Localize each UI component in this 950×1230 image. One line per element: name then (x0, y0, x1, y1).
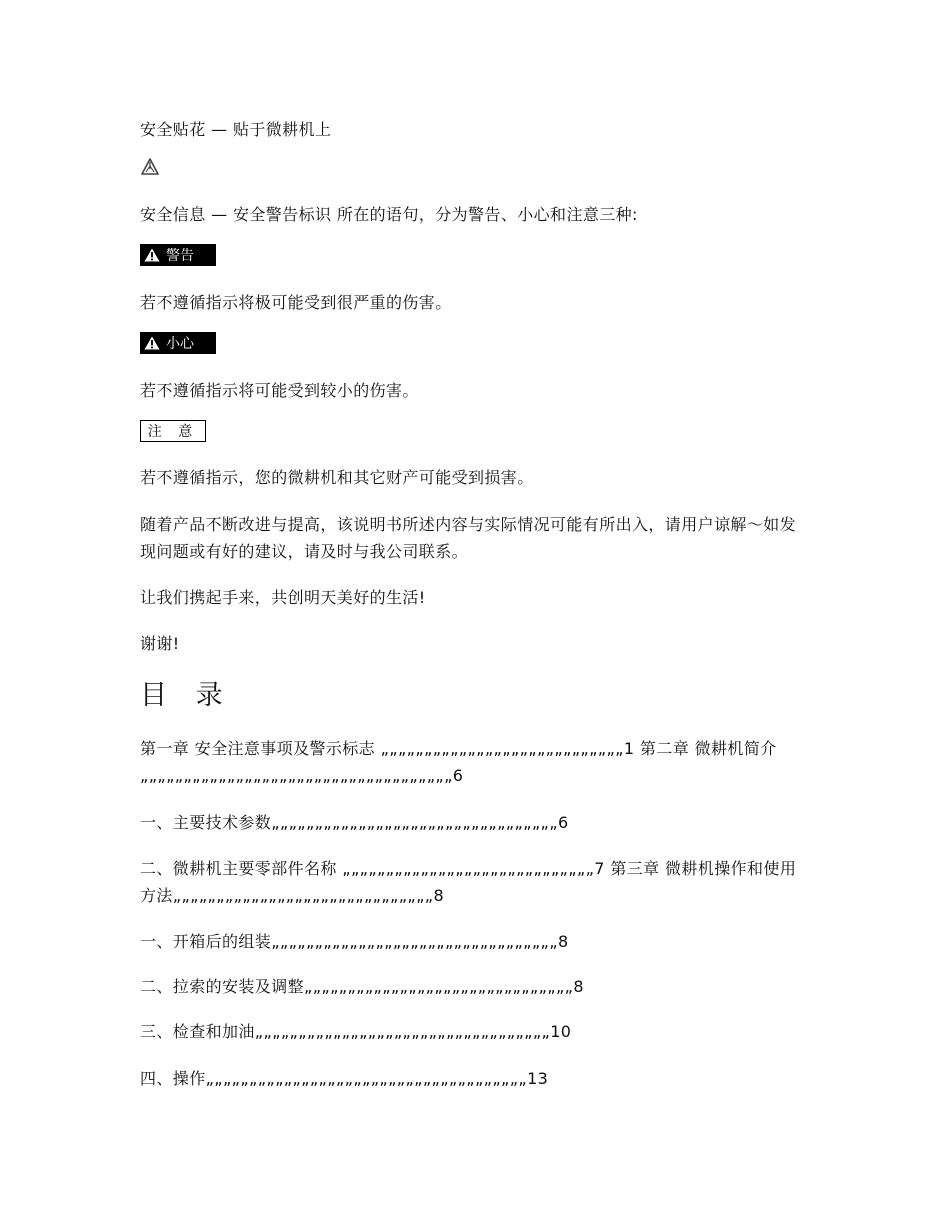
decal-line: 安全贴花 — 贴于微耕机上 (140, 120, 332, 139)
toc-entry[interactable]: 一、开箱后的组装„„„„„„„„„„„„„„„„„„„„„„„„„„„„„„„„„8 (140, 932, 569, 951)
notice-badge (140, 420, 206, 442)
toc-entry[interactable]: 三、检查和加油„„„„„„„„„„„„„„„„„„„„„„„„„„„„„„„„„„10 (140, 1022, 572, 1041)
caution-label: 小心 (166, 336, 194, 352)
warning-triangle-icon (140, 157, 160, 177)
warning-triangle-icon (144, 248, 160, 262)
closing-line: 让我们携起手来，共创明天美好的生活! (140, 588, 426, 607)
caution-badge (140, 332, 216, 354)
safety-info-line: 安全信息 — 安全警告标识 所在的语句，分为警告、小心和注意三种: (140, 205, 638, 224)
warning-badge (140, 244, 216, 266)
caution-description: 若不遵循指示将可能受到较小的伤害。 (140, 381, 419, 400)
improvement-note: 随着产品不断改进与提高，该说明书所述内容与实际情况可能有所出入，请用户谅解～如发现问题或有好的建议，请及时与我公司联系。 (140, 515, 797, 561)
toc-entry[interactable]: 一、主要技术参数„„„„„„„„„„„„„„„„„„„„„„„„„„„„„„„„„6 (140, 813, 569, 832)
notice-description: 若不遵循指示，您的微耕机和其它财产可能受到损害。 (140, 468, 534, 487)
notice-label: 注 意 (147, 424, 199, 440)
toc-title: 目 录 (140, 680, 233, 711)
warning-description: 若不遵循指示将极可能受到很严重的伤害。 (140, 293, 452, 312)
toc-entry[interactable]: 二、微耕机主要零部件名称 „„„„„„„„„„„„„„„„„„„„„„„„„„„„„7 第三章 微耕机操作和使用方法„„„„„„„„„„„„„„„„„„„„„„„„„„„„„„8 (140, 859, 797, 905)
toc-entry[interactable]: 第一章 安全注意事项及警示标志 „„„„„„„„„„„„„„„„„„„„„„„„„„„„1 第二章 微耕机简介„„„„„„„„„„„„„„„„„„„„„„„„„„„„„„„„„„„„6 (140, 739, 777, 785)
warning-label: 警告 (166, 248, 194, 264)
thanks-line: 谢谢! (140, 634, 180, 653)
toc-entry[interactable]: 四、操作„„„„„„„„„„„„„„„„„„„„„„„„„„„„„„„„„„„„„13 (140, 1069, 549, 1088)
warning-triangle-icon (144, 336, 160, 350)
toc-entry[interactable]: 二、拉索的安装及调整„„„„„„„„„„„„„„„„„„„„„„„„„„„„„„„8 (140, 977, 584, 996)
